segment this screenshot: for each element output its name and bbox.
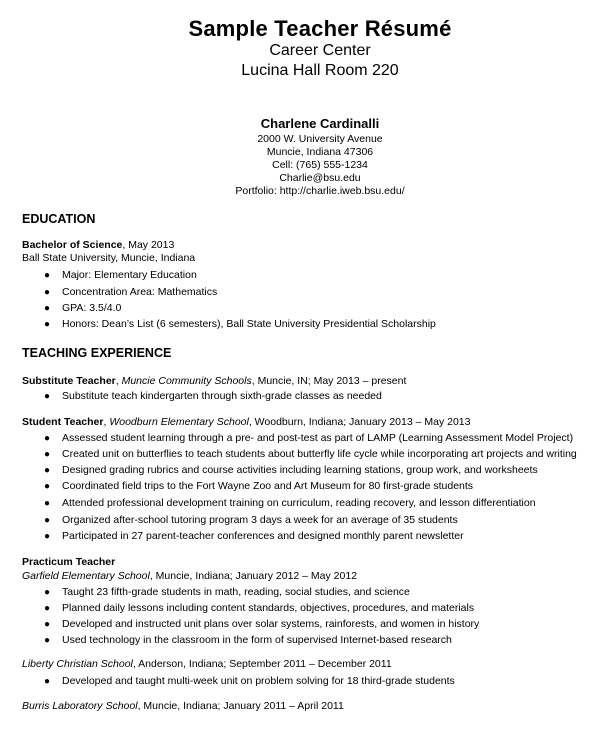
- bullet-icon: ●: [44, 619, 51, 630]
- list-item-text: Substitute teach kindergarten through sixth-grade classes as needed: [62, 390, 382, 402]
- list-item-text: Developed and instructed unit plans over solar systems, rainforests, and women in history: [62, 618, 480, 630]
- list-item: [44, 514, 458, 526]
- job-header: [22, 416, 470, 428]
- job-org: Muncie Community Schools: [121, 375, 252, 387]
- bullet-icon: ●: [44, 587, 51, 598]
- contact-address: 2000 W. University Avenue: [257, 133, 383, 145]
- job-header: [22, 375, 406, 387]
- bullet-icon: ●: [44, 481, 51, 492]
- room-line: Lucina Hall Room 220: [241, 62, 399, 79]
- education-heading: EDUCATION: [22, 212, 96, 226]
- degree-date: , May 2013: [122, 239, 175, 251]
- list-item: [44, 318, 436, 330]
- job-org: Burris Laboratory School: [22, 700, 138, 712]
- list-item: [44, 432, 573, 444]
- contact-cell: Cell: (765) 555-1234: [272, 159, 368, 171]
- contact-portfolio: Portfolio: http://charlie.iweb.bsu.edu/: [235, 185, 405, 197]
- list-item-text: Attended professional development training on curriculum, reading recovery, and lesson differentiation: [62, 497, 536, 509]
- list-item-text: Planned daily lessons including content standards, objectives, procedures, and materials: [62, 602, 475, 614]
- job-org: Woodburn Elementary School: [109, 416, 249, 428]
- job-header: [22, 570, 357, 582]
- bullet-icon: ●: [44, 319, 51, 330]
- job-details: , Anderson, Indiana; September 2011 – December 2011: [132, 658, 392, 670]
- job-details: , Muncie, Indiana; January 2011 – April 2011: [137, 700, 344, 712]
- career-center-line: Career Center: [269, 42, 371, 59]
- job-org: Liberty Christian School: [22, 658, 133, 670]
- job-separator: ,: [103, 416, 110, 428]
- list-item-text: Created unit on butterflies to teach students about butterfly life cycle while incorporating art projects and writing: [62, 448, 577, 460]
- list-item: [44, 448, 577, 460]
- contact-email: Charlie@bsu.edu: [279, 172, 361, 184]
- list-item-text: GPA: 3.5/4.0: [62, 302, 122, 314]
- list-item: [44, 497, 536, 509]
- list-item: [44, 286, 217, 298]
- list-item-text: Organized after-school tutoring program 3 days a week for an average of 35 students: [62, 514, 458, 526]
- list-item: [44, 602, 474, 614]
- job-role: Substitute Teacher: [22, 375, 116, 387]
- job-role: Practicum Teacher: [22, 556, 116, 568]
- degree-line: [22, 239, 174, 251]
- list-item: [44, 675, 455, 687]
- school-line: Ball State University, Muncie, Indiana: [22, 252, 196, 264]
- job-org: Garfield Elementary School: [22, 570, 150, 582]
- list-item: [44, 269, 197, 281]
- bullet-icon: ●: [44, 287, 51, 298]
- list-item-text: Coordinated field trips to the Fort Wayne Zoo and Art Museum for 80 first-grade students: [62, 480, 474, 492]
- document-title: Sample Teacher Résumé: [188, 16, 452, 41]
- list-item-text: Honors: Dean’s List (6 semesters), Ball State University Presidential Scholarship: [62, 318, 436, 330]
- bullet-icon: ●: [44, 635, 51, 646]
- bullet-icon: ●: [44, 433, 51, 444]
- job-details: , Woodburn, Indiana; January 2013 – May 2013: [248, 416, 471, 428]
- job-header: [22, 658, 392, 670]
- list-item: [44, 586, 410, 598]
- bullet-icon: ●: [44, 531, 51, 542]
- list-item-text: Major: Elementary Education: [62, 269, 197, 281]
- bullet-icon: ●: [44, 515, 51, 526]
- bullet-icon: ●: [44, 270, 51, 281]
- job-header: [22, 700, 344, 712]
- degree-name: Bachelor of Science: [22, 239, 123, 251]
- list-item: [44, 464, 538, 476]
- bullet-icon: ●: [44, 449, 51, 460]
- list-item-text: Taught 23 fifth-grade students in math, reading, social studies, and science: [62, 586, 410, 598]
- list-item: [44, 480, 473, 492]
- bullet-icon: ●: [44, 498, 51, 509]
- job-details: , Muncie, IN; May 2013 – present: [251, 375, 407, 387]
- bullet-icon: ●: [44, 391, 51, 402]
- bullet-icon: ●: [44, 603, 51, 614]
- list-item: [44, 634, 452, 646]
- job-separator: ,: [115, 375, 122, 387]
- bullet-icon: ●: [44, 676, 51, 687]
- job-role-line: [22, 556, 115, 568]
- list-item-text: Participated in 27 parent-teacher conferences and designed monthly parent newsletter: [62, 530, 464, 542]
- bullet-icon: ●: [44, 465, 51, 476]
- list-item: [44, 618, 479, 630]
- candidate-name: Charlene Cardinalli: [260, 116, 380, 131]
- list-item-text: Developed and taught multi-week unit on problem solving for 18 third-grade students: [62, 675, 455, 687]
- job-details: , Muncie, Indiana; January 2012 – May 2012: [149, 570, 358, 582]
- list-item: [44, 302, 121, 314]
- list-item: [44, 530, 464, 542]
- job-role: Student Teacher: [22, 416, 104, 428]
- list-item-text: Concentration Area: Mathematics: [62, 286, 218, 298]
- experience-heading: TEACHING EXPERIENCE: [22, 346, 172, 360]
- list-item-text: Assessed student learning through a pre- and post-test as part of LAMP (Learning Assessment Model Project): [62, 432, 574, 444]
- list-item: [44, 390, 382, 402]
- contact-city: Muncie, Indiana 47306: [266, 146, 374, 158]
- list-item-text: Designed grading rubrics and course activities including learning stations, group work, and worksheets: [62, 464, 538, 476]
- bullet-icon: ●: [44, 303, 51, 314]
- list-item-text: Used technology in the classroom in the form of supervised Internet-based research: [62, 634, 452, 646]
